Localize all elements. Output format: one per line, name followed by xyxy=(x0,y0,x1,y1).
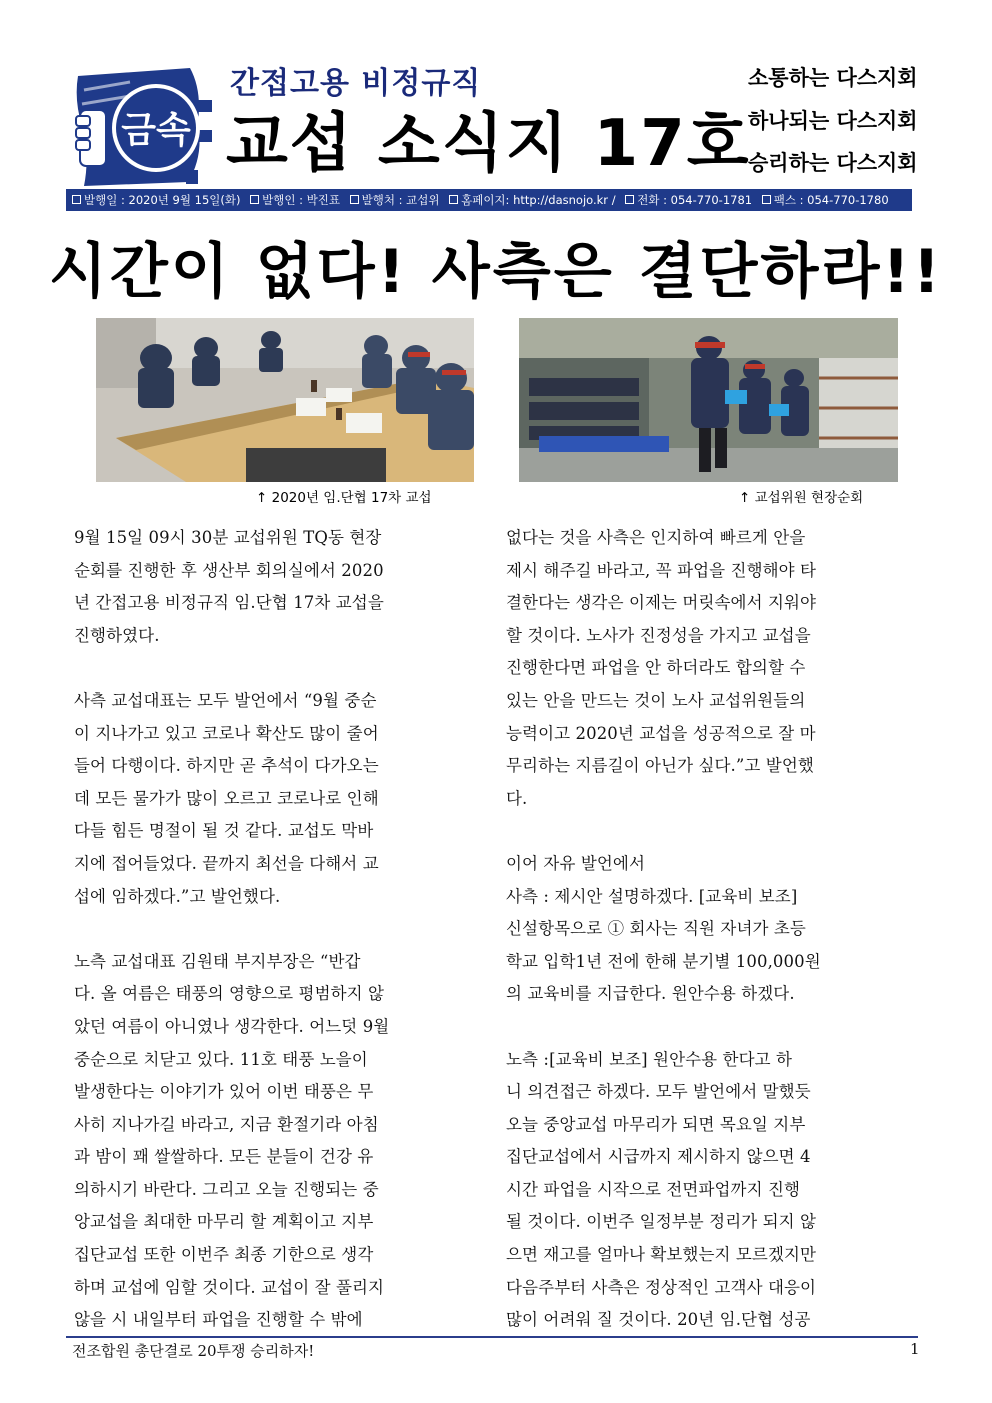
text-line: 다. 올 여름은 태풍의 영향으로 평범하지 않 xyxy=(74,984,385,1004)
publication-info-bar xyxy=(66,189,912,211)
text-line: 다. xyxy=(506,788,528,808)
square-bullet-icon xyxy=(72,195,81,204)
square-bullet-icon xyxy=(449,195,458,204)
text-line: 할 것이다. 노사가 진정성을 가지고 교섭을 xyxy=(506,625,811,645)
text-line: 학교 입학1년 전에 한해 분기별 100,000원 xyxy=(506,951,821,971)
union-logo xyxy=(70,60,218,192)
text-line: 았던 여름이 아니였나 생각한다. 어느덧 9월 xyxy=(74,1016,390,1036)
text-line: 능력이고 2020년 교섭을 성공적으로 잘 마 xyxy=(506,723,816,743)
text-line: 순회를 진행한 후 생산부 회의실에서 2020 xyxy=(74,560,384,580)
square-bullet-icon xyxy=(762,195,771,204)
info-issuer: 발행처 : 교섭위 xyxy=(350,193,440,207)
text-line: 데 모든 물가가 많이 오르고 코로나로 인해 xyxy=(74,788,379,808)
site-tour-photo-caption: ↑ 교섭위원 현장순회 xyxy=(739,490,864,506)
info-issue-date: 발행일 : 2020년 9월 15일(화) xyxy=(72,193,240,207)
headline: 시간이 없다! 사측은 결단하라!! xyxy=(48,237,944,307)
page-number: 1 xyxy=(910,1340,920,1358)
text-line: 오늘 중앙교섭 마무리가 되면 목요일 지부 xyxy=(506,1114,806,1134)
text-line: 않을 시 내일부터 파업을 진행할 수 밖에 xyxy=(74,1310,363,1330)
text-line: 사측 : 제시안 설명하겠다. [교육비 보조] xyxy=(506,886,798,906)
site-tour-photo xyxy=(519,318,898,482)
text-line: 시간 파업을 시작으로 전면파업까지 진행 xyxy=(506,1179,801,1199)
text-line: 년 간접고용 비정규직 임.단협 17차 교섭을 xyxy=(74,593,384,613)
text-line: 으면 재고를 얼마나 확보했는지 모르겠지만 xyxy=(506,1245,817,1265)
article-column-right xyxy=(506,522,916,1337)
text-line xyxy=(506,1011,916,1044)
square-bullet-icon xyxy=(625,195,634,204)
text-line: 중순으로 치닫고 있다. 11호 태풍 노을이 xyxy=(74,1049,368,1069)
text-line: 신설항목으로 ① 회사는 직원 자녀가 초등 xyxy=(506,919,806,939)
slogan-1: 소통하는 다스지회 xyxy=(748,66,918,90)
square-bullet-icon xyxy=(250,195,259,204)
meeting-photo-caption: ↑ 2020년 임.단협 17차 교섭 xyxy=(256,490,432,506)
text-line xyxy=(74,652,484,685)
text-line xyxy=(506,815,916,848)
text-line: 집단교섭에서 시급까지 제시하지 않으면 4 xyxy=(506,1147,811,1167)
text-line: 이 지나가고 있고 코로나 확산도 많이 줄어 xyxy=(74,723,379,743)
info-publisher: 발행인 : 박진표 xyxy=(250,193,340,207)
square-bullet-icon xyxy=(350,195,359,204)
text-line: 앙교섭을 최대한 마무리 할 계획이고 지부 xyxy=(74,1212,374,1232)
masthead-subtitle: 간접고용 비정규직 xyxy=(230,66,482,101)
text-line: 사히 지나가길 바라고, 지금 환절기라 아침 xyxy=(74,1114,379,1134)
slogan-2: 하나되는 다스지회 xyxy=(748,109,918,133)
text-line: 과 밤이 꽤 쌀쌀하다. 모든 분들이 건강 유 xyxy=(74,1147,374,1167)
text-line: 무리하는 지름길이 아닌가 싶다.”고 발언했 xyxy=(506,756,814,776)
text-line: 들어 다행이다. 하지만 곧 추석이 다가오는 xyxy=(74,756,379,776)
text-line: 결한다는 생각은 이제는 머릿속에서 지워야 xyxy=(506,593,817,613)
text-line: 없다는 것을 사측은 인지하여 빠르게 안을 xyxy=(506,528,806,547)
info-phone: 전화 : 054-770-1781 xyxy=(625,193,752,207)
info-homepage: 홈페이지: http://dasnojo.kr / xyxy=(449,193,615,207)
text-line: 하며 교섭에 임할 것이다. 교섭이 잘 풀리지 xyxy=(74,1277,385,1297)
text-line: 니 의견접근 하겠다. 모두 발언에서 말했듯 xyxy=(506,1082,811,1102)
text-line: 제시 해주길 바라고, 꼭 파업을 진행해야 타 xyxy=(506,560,817,580)
text-line: 사측 교섭대표는 모두 발언에서 “9월 중순 xyxy=(74,690,377,710)
text-line: 지에 접어들었다. 끝까지 최선을 다해서 교 xyxy=(74,853,379,873)
text-line xyxy=(74,913,484,946)
slogan-3: 승리하는 다스지회 xyxy=(748,151,918,175)
footer-slogan: 전조합원 총단결로 20투쟁 승리하자! xyxy=(72,1342,315,1360)
text-line: 다음주부터 사측은 정상적인 고객사 대응이 xyxy=(506,1277,817,1297)
text-line: 다들 힘든 명절이 될 것 같다. 교섭도 막바 xyxy=(74,821,374,841)
meeting-photo xyxy=(96,318,474,482)
logo-text: 금속 xyxy=(121,110,191,151)
text-line: 발생한다는 이야기가 있어 이번 태풍은 무 xyxy=(74,1082,374,1102)
text-line: 의하시기 바란다. 그리고 오늘 진행되는 중 xyxy=(74,1179,379,1199)
footer-divider xyxy=(66,1336,918,1338)
text-line: 진행한다면 파업을 안 하더라도 합의할 수 xyxy=(506,658,806,678)
text-line: 될 것이다. 이번주 일정부분 정리가 되지 않 xyxy=(506,1212,817,1232)
text-line: 섭에 임하겠다.”고 발언했다. xyxy=(74,886,281,906)
text-line: 많이 어려워 질 것이다. 20년 임.단협 성공 xyxy=(506,1310,811,1330)
text-line: 이어 자유 발언에서 xyxy=(506,853,646,873)
article-column-left xyxy=(74,522,484,1337)
text-line: 집단교섭 또한 이번주 최종 기한으로 생각 xyxy=(74,1245,374,1265)
issue-title: 교섭 소식지 17호 xyxy=(226,107,751,181)
text-line: 의 교육비를 지급한다. 원안수용 하겠다. xyxy=(506,984,795,1004)
text-line: 노측 교섭대표 김원태 부지부장은 “반갑 xyxy=(74,951,361,971)
text-line: 진행하였다. xyxy=(74,625,160,645)
text-line: 9월 15일 09시 30분 교섭위원 TQ동 현장 xyxy=(74,528,382,547)
info-fax: 팩스 : 054-770-1780 xyxy=(762,193,889,207)
text-line: 노측 :[교육비 보조] 원안수용 한다고 하 xyxy=(506,1049,793,1069)
text-line: 있는 안을 만드는 것이 노사 교섭위원들의 xyxy=(506,690,806,710)
